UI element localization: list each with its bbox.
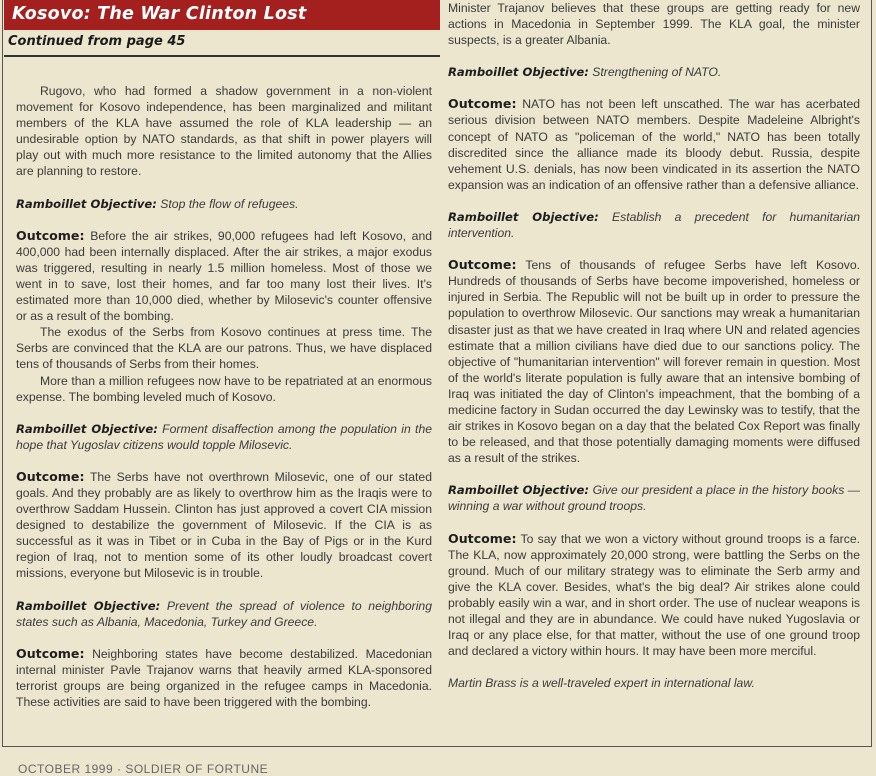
objective-text: Establish a precedent for humanitarian intervention. — [448, 209, 861, 241]
continued-from-label: Continued from page 45 — [8, 34, 186, 49]
outcome-text: Before the air strikes, 90,000 refugees had left Kosovo, and 400,000 had been internally displaced. After the air strikes, a major exodus was triggered, resulting in nearly 1.5 million homeless. Most of those we went in to save, lost their homes, and far too many lost their lives. It's estimated more than 10,000 died, whether by Milosevic's counter offensive or as a result of the bombing. — [16, 228, 432, 324]
outcome-text: The Serbs have not overthrown Milosevic, one of our stated goals. And they probably are as likely to overthrow him as the Iraqis were to overthrow Saddam Hussein. Clinton has just approved a covert CIA mission designed to destabilize the government of Milosevic. If the CIA is as successful as it was in Tibet or in Cuba in the Bay of Pigs or in the Kurd region of Iraq, not to mention some of its other loudly broadcast covert missions, everyone but Milosevic is in trouble. — [16, 469, 432, 581]
author-byline: Martin Brass is a well-traveled expert in international law. — [448, 676, 755, 691]
objective-text: Prevent the spread of violence to neighboring states such as Albania, Macedonia, Turkey and Greece. — [16, 598, 432, 629]
objective-text: Forment disaffection among the population in the hope that Yugoslav citizens would topple Milosevic. — [16, 421, 433, 452]
objective-label: Ramboillet Objective: — [16, 598, 161, 613]
outcome-label: Outcome: — [448, 257, 517, 273]
objective-label: Ramboillet Objective: — [16, 421, 158, 436]
outcome-text: Neighboring states have become destabilized. Macedonian internal minister Pavle Trajanov warns that heavily armed KLA-sponsored terrorist groups are being organized in the refugee camps in Macedonia. These activities are said to have been triggered with the bombing. — [16, 646, 433, 709]
header-divider — [4, 55, 440, 57]
objective — [16, 196, 432, 212]
objective-label: Ramboillet Objective: — [448, 65, 589, 80]
objective-label: Ramboillet Objective: — [448, 483, 590, 498]
paragraph: Minister Trajanov believes that these groups are getting ready for new actions in Macedonia in September 1999. The KLA goal, the minister suspects, is a greater Albania. — [448, 1, 860, 48]
outcome — [448, 531, 860, 660]
outcome-label: Outcome: — [448, 96, 517, 112]
outcome — [16, 228, 432, 325]
outcome — [448, 96, 860, 193]
outcome-label: Outcome: — [16, 645, 85, 661]
objective — [448, 64, 860, 80]
left-column — [16, 83, 432, 710]
objective-text: Stop the flow of refugees. — [160, 196, 299, 211]
objective-label: Ramboillet Objective: — [448, 209, 599, 224]
objective — [16, 421, 432, 453]
right-column — [448, 0, 860, 691]
page-footer: OCTOBER 1999 · SOLDIER OF FORTUNE — [18, 762, 269, 776]
outcome — [448, 257, 860, 466]
outcome-text: NATO has not been left unscathed. The war has acerbated serious division between NATO members. Despite Madeleine Albright's concept of NATO as "policeman of the world," NATO has been totally discredited since the alliance made its bloody debut. Russia, despite vehement U.S. denials, has now been vindicated in its assertion the NATO expansion was an indication of an offensive rather than a defensive alliance. — [448, 97, 861, 192]
paragraph: Rugovo, who had formed a shadow government in a non-violent movement for Kosovo independence, has been marginalized and militant members of the KLA have assumed the role of KLA leadership — an undesirable option by NATO standards, as that shift in power players will play out with much more resistance to the limited autonomy that the Allies are planning to restore. — [16, 84, 432, 179]
outcome-text: To say that we won a victory without ground troops is a farce. The KLA, now approximately 20,000 strong, were battling the Serbs on the ground. Much of our military strategy was to eliminate the Serb army and give the KLA cover. Besides, what's the big deal? Air strikes alone could probably easily win a war, and in short order. The use of nuclear weapons is not illegal and they are in abundance. We could have nuked Yugoslavia or Iraq or any place else, for that matter, without the use of one ground troop and declared a victory within hours. It may have been more merciful. — [448, 531, 860, 659]
article-title: Kosovo: The War Clinton Lost — [12, 4, 307, 24]
objective — [448, 482, 860, 514]
paragraph: More than a million refugees now have to be repatriated at an enormous expense. The bombing leveled much of Kosovo. — [16, 373, 432, 404]
outcome-label: Outcome: — [448, 530, 517, 546]
outcome-text: Tens of thousands of refugee Serbs have left Kosovo. Hundreds of thousands of Serbs have become impoverished, homeless or injured in Serbia. The Republic will not be built up in order to pressure the population to overthrow Milosevic. Our sanctions may wreak a humanitarian disaster just as that we have created in Iraq where UN and related agencies estimate that a million civilians have died due to our sanctions policy. The objective of "humanitarian intervention" will forever remain in question. Most of the world's literate population is fully aware that an intensive bombing of Iraq was initiated the day of Clinton's impeachment, that the bombing of a medicine factory in Sudan occurred the day Lewinsky was to testify, that the air strikes in Kosovo began on a day that the belated Cox Report was finally to be released, and that those potentially damaging moments were diffused as a result of the strikes. — [448, 258, 860, 466]
paragraph: The exodus of the Serbs from Kosovo continues at press time. The Serbs are convinced that the KLA are our patrons. Thus, we have displaced tens of thousands of Serbs from their homes. — [16, 325, 432, 372]
objective-text: Strengthening of NATO. — [592, 65, 722, 80]
outcome-label: Outcome: — [16, 227, 85, 243]
objective — [448, 209, 860, 241]
objective-text: Give our president a place in the history books — winning a war without ground troops. — [448, 483, 860, 514]
objective-label: Ramboillet Objective: — [16, 196, 157, 211]
outcome-label: Outcome: — [16, 468, 85, 484]
objective — [16, 598, 432, 630]
outcome — [16, 469, 432, 582]
article-title-banner — [4, 0, 440, 30]
outcome — [16, 646, 432, 710]
